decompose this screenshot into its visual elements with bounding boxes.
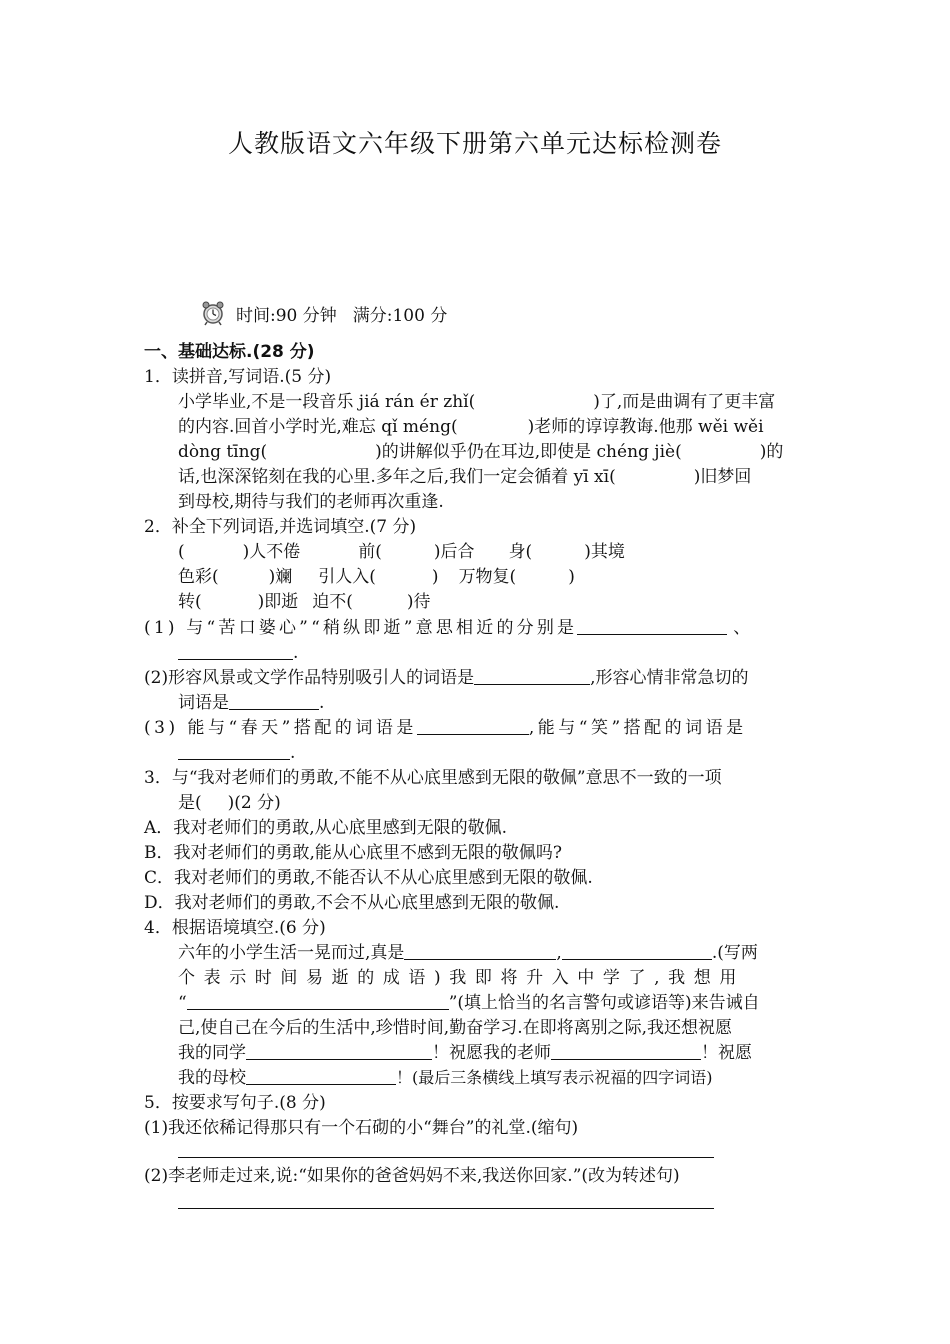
q3-option-d[interactable]: D．我对老师们的勇敢,不会不从心底里感到无限的敬佩. [144,893,560,913]
q4-text: “ [178,993,187,1013]
word-part: )斓 [268,567,293,587]
answer-blank[interactable] [246,1066,396,1085]
question-2-label: 2．补全下列词语,并选词填空.(7 分) [144,517,417,537]
word-part: ) [431,567,439,587]
q1-line-2 [178,415,808,439]
q2-text: (2)形容风景或文学作品特别吸引人的词语是 [144,668,475,688]
q2-sub-2 [144,666,808,690]
q4-text: 我的母校 [178,1068,246,1088]
q4-line-2: 个 表 示 时 间 易 逝 的 成 语 ) 我 即 将 升 入 中 学 了 , 我 想 用 [178,968,738,988]
q3-text: )(2 分) [227,793,281,813]
time-score-bar [200,300,447,326]
answer-blank[interactable] [474,666,590,685]
q2-sub-1 [144,616,808,640]
time-limit: 时间:90 分钟 [236,305,337,326]
answer-blank[interactable] [178,741,290,760]
q2-sub-3-cont [178,741,808,765]
q4-text: .(写两 [711,943,758,963]
q1-line-4 [178,465,808,489]
q3-text: 是( [178,793,202,813]
answer-blank[interactable] [404,941,556,960]
q4-text: 我的同学 [178,1043,246,1063]
q1-text: 小学毕业,不是一段音乐 jiá rán ér zhǐ( [178,392,476,412]
q2-text: (1) 与“苦口婆心”“稍纵即逝”意思相近的分别是 [144,618,578,638]
answer-blank[interactable] [577,616,727,635]
q1-text: )的 [759,442,784,462]
answer-blank[interactable] [178,641,293,660]
word-part: 万物复( [458,567,517,587]
q4-text: ！(最后三条横线上填写表示祝福的四字词语) [396,1068,713,1087]
answer-line[interactable] [178,1157,714,1158]
q1-text: 话,也深深铭刻在我的心里.多年之后,我们一定会循着 yī xī( [178,467,616,487]
word-part: 引人入( [318,567,376,587]
full-score: 满分:100 分 [352,305,448,326]
q3-option-b[interactable]: B．我对老师们的勇敢,能从心底里不感到无限的敬佩吗? [144,843,563,863]
q4-line-4: 己,使自己在今后的生活中,珍惜时间,勤奋学习.在即将离别之际,我还想祝愿 [178,1018,733,1038]
question-1-label: 1．读拼音,写词语.(5 分) [144,367,332,387]
answer-blank[interactable] [562,941,712,960]
q2-word-row-1 [178,540,808,564]
q2-word-row-3 [178,590,808,614]
q4-text: ！祝愿我的老师 [432,1043,551,1063]
word-part: ( [178,542,185,562]
answer-blank[interactable] [246,1041,432,1060]
word-part: )即逝 [257,592,299,612]
q1-text: dòng tīng( [178,442,268,462]
answer-blank[interactable] [187,991,449,1010]
question-3-label: 3．与“我对老师们的勇敢,不能不从心底里感到无限的敬佩”意思不一致的一项 [144,768,722,788]
q1-line-5: 到母校,期待与我们的老师再次重逢. [178,492,444,512]
word-part: 迫不( [312,592,353,612]
question-5-label: 5．按要求写句子.(8 分) [144,1093,326,1113]
q1-line-1 [178,390,808,414]
word-part: )人不倦 [242,542,301,562]
alarm-clock-icon [200,300,226,326]
answer-blank[interactable] [417,716,529,735]
word-part: ) [568,567,575,587]
q2-sub-1-cont [178,641,808,665]
q3-option-c[interactable]: C．我对老师们的勇敢,不能否认不从心底里感到无限的敬佩. [144,868,593,888]
q3-label-cont [178,791,808,815]
q5-sub-2: (2)李老师走过来,说:“如果你的爸爸妈妈不来,我送你回家.”(改为转述句) [144,1166,680,1186]
q1-text: 的内容.回首小学时光,难忘 qǐ méng( [178,417,458,437]
q2-text: 词语是 [178,693,229,713]
question-4-label: 4．根据语境填空.(6 分) [144,918,326,938]
q4-line-6 [178,1066,808,1090]
word-part: 身( [508,542,533,562]
q2-word-row-2 [178,565,808,589]
q2-text: . [290,743,296,763]
q4-line-3 [178,991,808,1015]
q2-text: (3) 能与“春天”搭配的词语是 [144,718,417,738]
q4-text: , [556,943,562,963]
word-part: 前( [358,542,382,562]
q1-text: )的讲解似乎仍在耳边,即使是 chéng jiè( [375,442,682,462]
q1-text: )了,而是曲调有了更丰富 [593,392,776,412]
q2-sub-3 [144,716,808,740]
word-part: )后合 [433,542,475,562]
answer-line[interactable] [178,1208,714,1209]
answer-blank[interactable] [551,1041,701,1060]
q2-text: . [293,643,299,663]
q4-text: ！祝愿 [701,1043,752,1063]
q1-line-3 [178,440,808,464]
word-part: 转( [178,592,202,612]
q2-text: 、 [733,618,751,638]
q2-text: ,形容心情非常急切的 [590,668,749,688]
q2-text: . [319,693,325,713]
q2-text: ,能与“笑”搭配的词语是 [528,718,747,738]
q2-sub-2-cont [178,691,808,715]
page-title: 人教版语文六年级下册第六单元达标检测卷 [227,129,722,158]
answer-blank[interactable] [229,691,319,710]
q4-line-5 [178,1041,808,1065]
q1-text: )老师的谆谆教诲.他那 wěi wěi [527,417,764,437]
q3-option-a[interactable]: A．我对老师们的勇敢,从心底里感到无限的敬佩. [144,818,508,838]
q5-sub-1: (1)我还依稀记得那只有一个石砌的小“舞台”的礼堂.(缩句) [144,1118,579,1138]
q4-text: ”(填上恰当的名言警句或谚语等)来告诫自 [448,993,760,1013]
word-part: )待 [406,592,431,612]
word-part: )其境 [584,542,625,562]
q1-text: )旧梦回 [693,467,752,487]
section-heading: 一、基础达标.(28 分) [144,342,315,362]
q4-line-1 [178,941,808,965]
word-part: 色彩( [178,567,219,587]
q4-text: 六年的小学生活一晃而过,真是 [178,943,405,963]
